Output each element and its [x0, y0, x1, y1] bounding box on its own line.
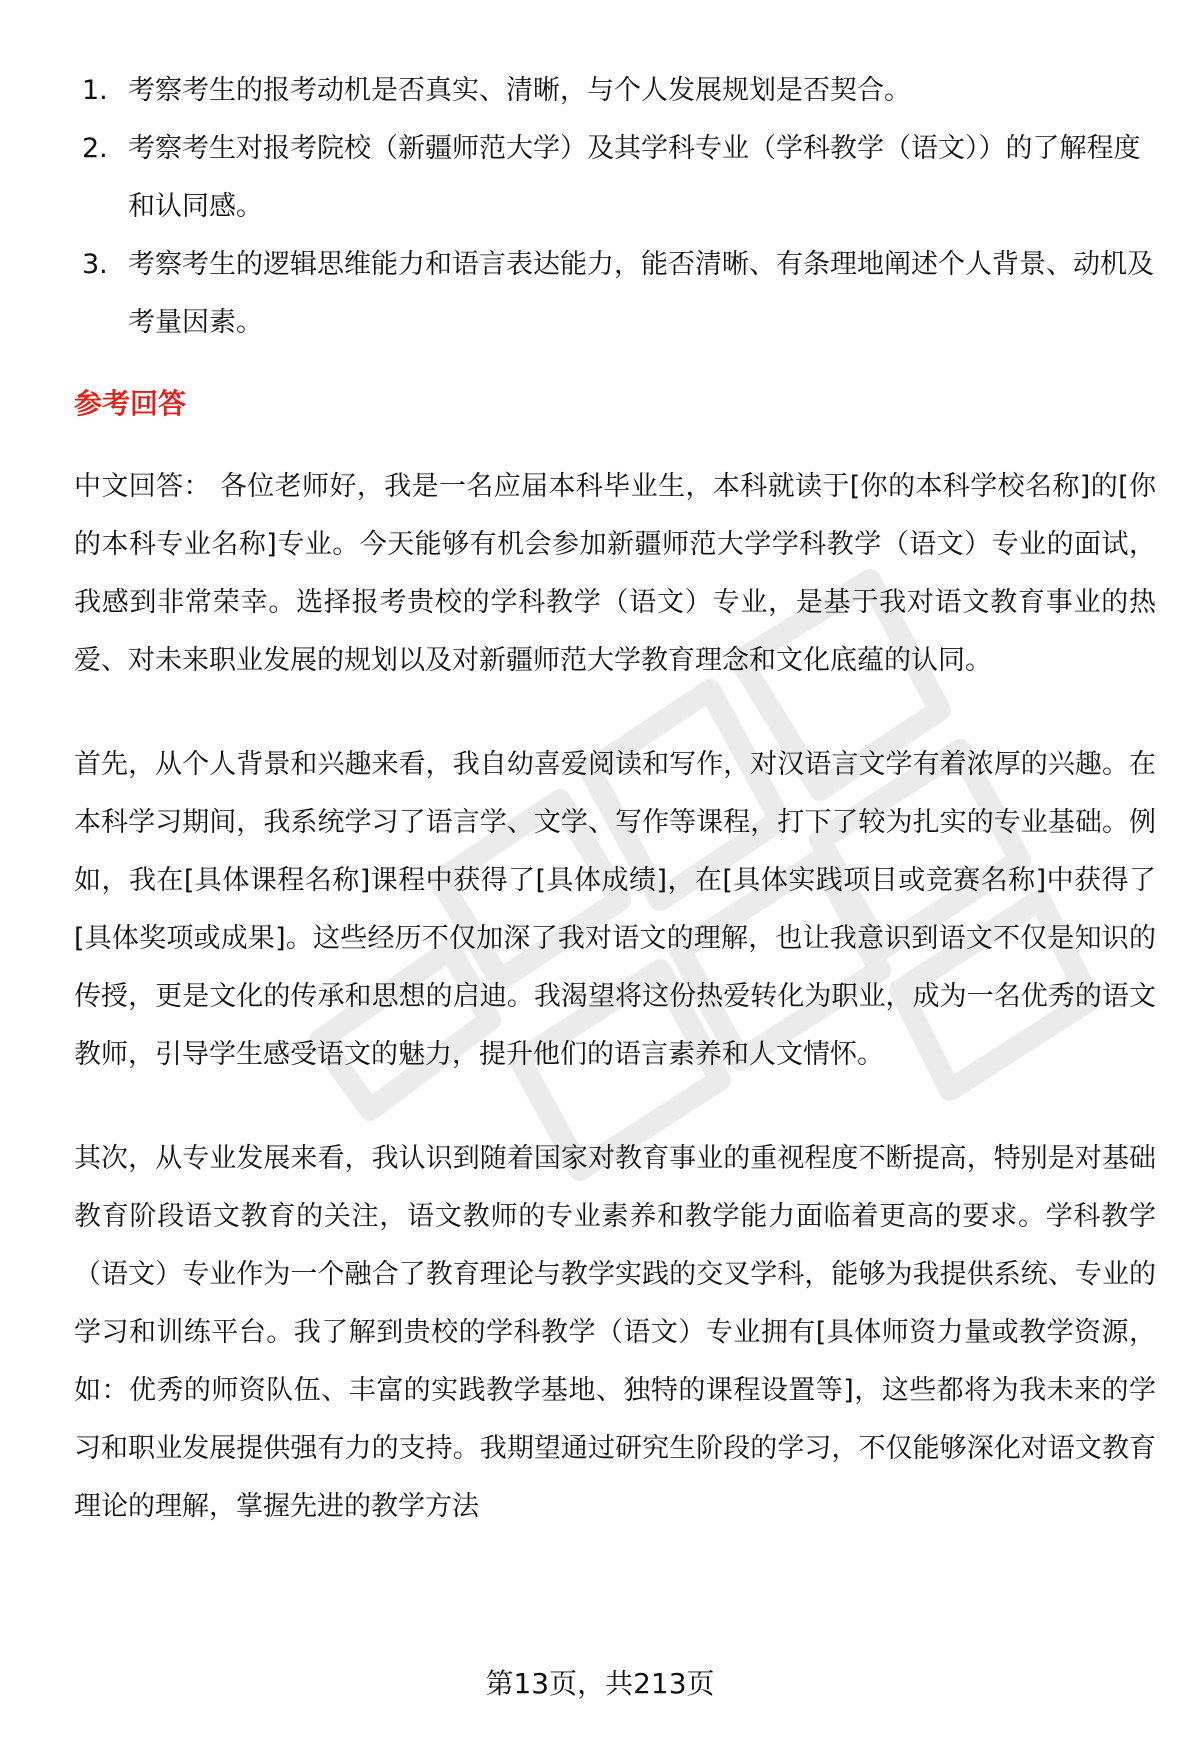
- page-number: 第13页，共213页: [485, 1667, 715, 1700]
- answer-paragraph: 其次，从专业发展来看，我认识到随着国家对教育事业的重视程度不断提高，特别是对基础教育阶段语文教育的关注，语文教师的专业素养和教学能力面临着更高的要求。学科教学（语文）专业作为一个融合了教育理论与教学实践的交叉学科，能够为我提供系统、专业的学习和训练平台。我了解到贵校的学科教学（语文）专业拥有[具体师资力量或教学资源，如：优秀的师资队伍、丰富的实践教学基地、独特的课程设置等]，这些都将为我未来的学习和职业发展提供强有力的支持。我期望通过研究生阶段的学习，不仅能够深化对语文教育理论的理解，掌握先进的教学方法: [74, 1143, 1156, 1522]
- section-heading: 参考回答: [74, 387, 187, 420]
- list-item-text: 考察考生的逻辑思维能力和语言表达能力，能否清晰、有条理地阐述个人背景、动机及考量因素。: [128, 249, 1154, 338]
- list-item-number: 1.: [82, 75, 108, 106]
- list-item-text: 考察考生对报考院校（新疆师范大学）及其学科专业（学科教学（语文））的了解程度和认同感。: [128, 133, 1141, 222]
- answer-body: [74, 458, 1156, 1582]
- list-item-number: 3.: [82, 249, 108, 280]
- criteria-list: [74, 62, 1154, 352]
- list-item: [74, 236, 1154, 352]
- list-item-text: 考察考生的报考动机是否真实、清晰，与个人发展规划是否契合。: [128, 75, 911, 106]
- answer-paragraph: 中文回答： 各位老师好，我是一名应届本科毕业生，本科就读于[你的本科学校名称]的[你的本科专业名称]专业。今天能够有机会参加新疆师范大学学科教学（语文）专业的面试，我感到非常荣幸。选择报考贵校的学科教学（语文）专业，是基于我对语文教育事业的热爱、对未来职业发展的规划以及对新疆师范大学教育理念和文化底蕴的认同。: [74, 471, 1156, 676]
- list-item-number: 2.: [82, 133, 108, 164]
- list-item: [74, 120, 1154, 236]
- list-item: [74, 62, 1154, 120]
- answer-paragraph: 首先，从个人背景和兴趣来看，我自幼喜爱阅读和写作，对汉语言文学有着浓厚的兴趣。在本科学习期间，我系统学习了语言学、文学、写作等课程，打下了较为扎实的专业基础。例如，我在[具体课程名称]课程中获得了[具体成绩]，在[具体实践项目或竞赛名称]中获得了[具体奖项或成果]。这些经历不仅加深了我对语文的理解，也让我意识到语文不仅是知识的传授，更是文化的传承和思想的启迪。我渴望将这份热爱转化为职业，成为一名优秀的语文教师，引导学生感受语文的魅力，提升他们的语言素养和人文情怀。: [74, 749, 1156, 1070]
